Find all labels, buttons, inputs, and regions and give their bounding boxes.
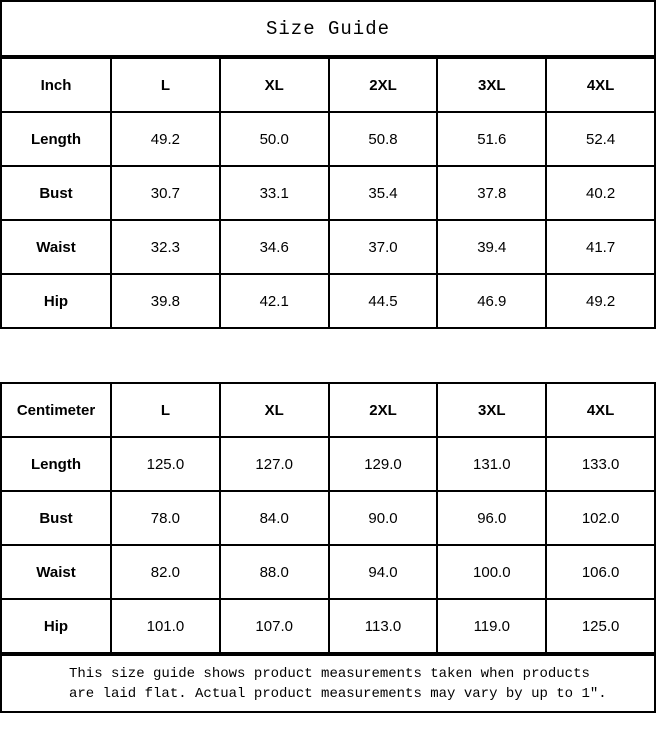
table-row — [1, 599, 655, 653]
row-label: Bust — [1, 491, 111, 545]
unit-header-cell: Centimeter — [1, 383, 111, 437]
measurement-value: 32.3 — [111, 220, 220, 274]
measurement-value: 39.8 — [111, 274, 220, 328]
unit-header-cell: Inch — [1, 58, 111, 112]
row-label: Bust — [1, 166, 111, 220]
row-label: Length — [1, 437, 111, 491]
measurement-value: 51.6 — [437, 112, 546, 166]
page-title: Size Guide — [265, 17, 391, 40]
size-header-cell: 2XL — [329, 383, 438, 437]
size-header-cell: XL — [220, 58, 329, 112]
measurement-value: 102.0 — [546, 491, 655, 545]
row-label: Hip — [1, 274, 111, 328]
table-row — [1, 491, 655, 545]
measurement-value: 40.2 — [546, 166, 655, 220]
size-header-cell: 2XL — [329, 58, 438, 112]
measurement-value: 39.4 — [437, 220, 546, 274]
size-header-cell: L — [111, 58, 220, 112]
table-row — [1, 166, 655, 220]
tables-gap-spacer — [0, 329, 656, 382]
centimeter-size-table — [0, 382, 656, 654]
table-row — [1, 220, 655, 274]
inch-size-table — [0, 57, 656, 329]
size-header-cell: 4XL — [546, 58, 655, 112]
row-label: Hip — [1, 599, 111, 653]
measurement-value: 82.0 — [111, 545, 220, 599]
measurement-value: 30.7 — [111, 166, 220, 220]
measurement-value: 78.0 — [111, 491, 220, 545]
measurement-value: 49.2 — [546, 274, 655, 328]
centimeter-header-row — [1, 383, 655, 437]
size-header-cell: 3XL — [437, 383, 546, 437]
measurement-value: 129.0 — [329, 437, 438, 491]
row-label: Waist — [1, 545, 111, 599]
measurement-value: 90.0 — [329, 491, 438, 545]
measurement-value: 50.8 — [329, 112, 438, 166]
measurement-value: 133.0 — [546, 437, 655, 491]
measurement-value: 49.2 — [111, 112, 220, 166]
size-header-cell: 3XL — [437, 58, 546, 112]
measurement-value: 113.0 — [329, 599, 438, 653]
measurement-value: 84.0 — [220, 491, 329, 545]
measurement-value: 52.4 — [546, 112, 655, 166]
measurement-value: 125.0 — [111, 437, 220, 491]
size-header-cell: L — [111, 383, 220, 437]
footer-note-line2: are laid flat. Actual product measurements may vary by up to 1″. — [69, 686, 607, 702]
table-row — [1, 274, 655, 328]
measurement-value: 94.0 — [329, 545, 438, 599]
measurement-value: 127.0 — [220, 437, 329, 491]
measurement-value: 101.0 — [111, 599, 220, 653]
measurement-value: 44.5 — [329, 274, 438, 328]
measurement-value: 106.0 — [546, 545, 655, 599]
table-row — [1, 545, 655, 599]
table-row — [1, 437, 655, 491]
measurement-value: 107.0 — [220, 599, 329, 653]
measurement-value: 46.9 — [437, 274, 546, 328]
measurement-value: 33.1 — [220, 166, 329, 220]
measurement-value: 41.7 — [546, 220, 655, 274]
measurement-value: 96.0 — [437, 491, 546, 545]
measurement-value: 119.0 — [437, 599, 546, 653]
size-header-cell: 4XL — [546, 383, 655, 437]
row-label: Length — [1, 112, 111, 166]
measurement-value: 42.1 — [220, 274, 329, 328]
measurement-value: 37.0 — [329, 220, 438, 274]
footer-note — [0, 654, 656, 713]
measurement-value: 88.0 — [220, 545, 329, 599]
measurement-value: 37.8 — [437, 166, 546, 220]
measurement-value: 35.4 — [329, 166, 438, 220]
measurement-value: 50.0 — [220, 112, 329, 166]
inch-header-row — [1, 58, 655, 112]
size-guide-title-box — [0, 0, 656, 57]
measurement-value: 125.0 — [546, 599, 655, 653]
row-label: Waist — [1, 220, 111, 274]
measurement-value: 34.6 — [220, 220, 329, 274]
footer-note-line1: This size guide shows product measurements taken when products — [69, 666, 590, 682]
measurement-value: 131.0 — [437, 437, 546, 491]
measurement-value: 100.0 — [437, 545, 546, 599]
size-header-cell: XL — [220, 383, 329, 437]
table-row — [1, 112, 655, 166]
